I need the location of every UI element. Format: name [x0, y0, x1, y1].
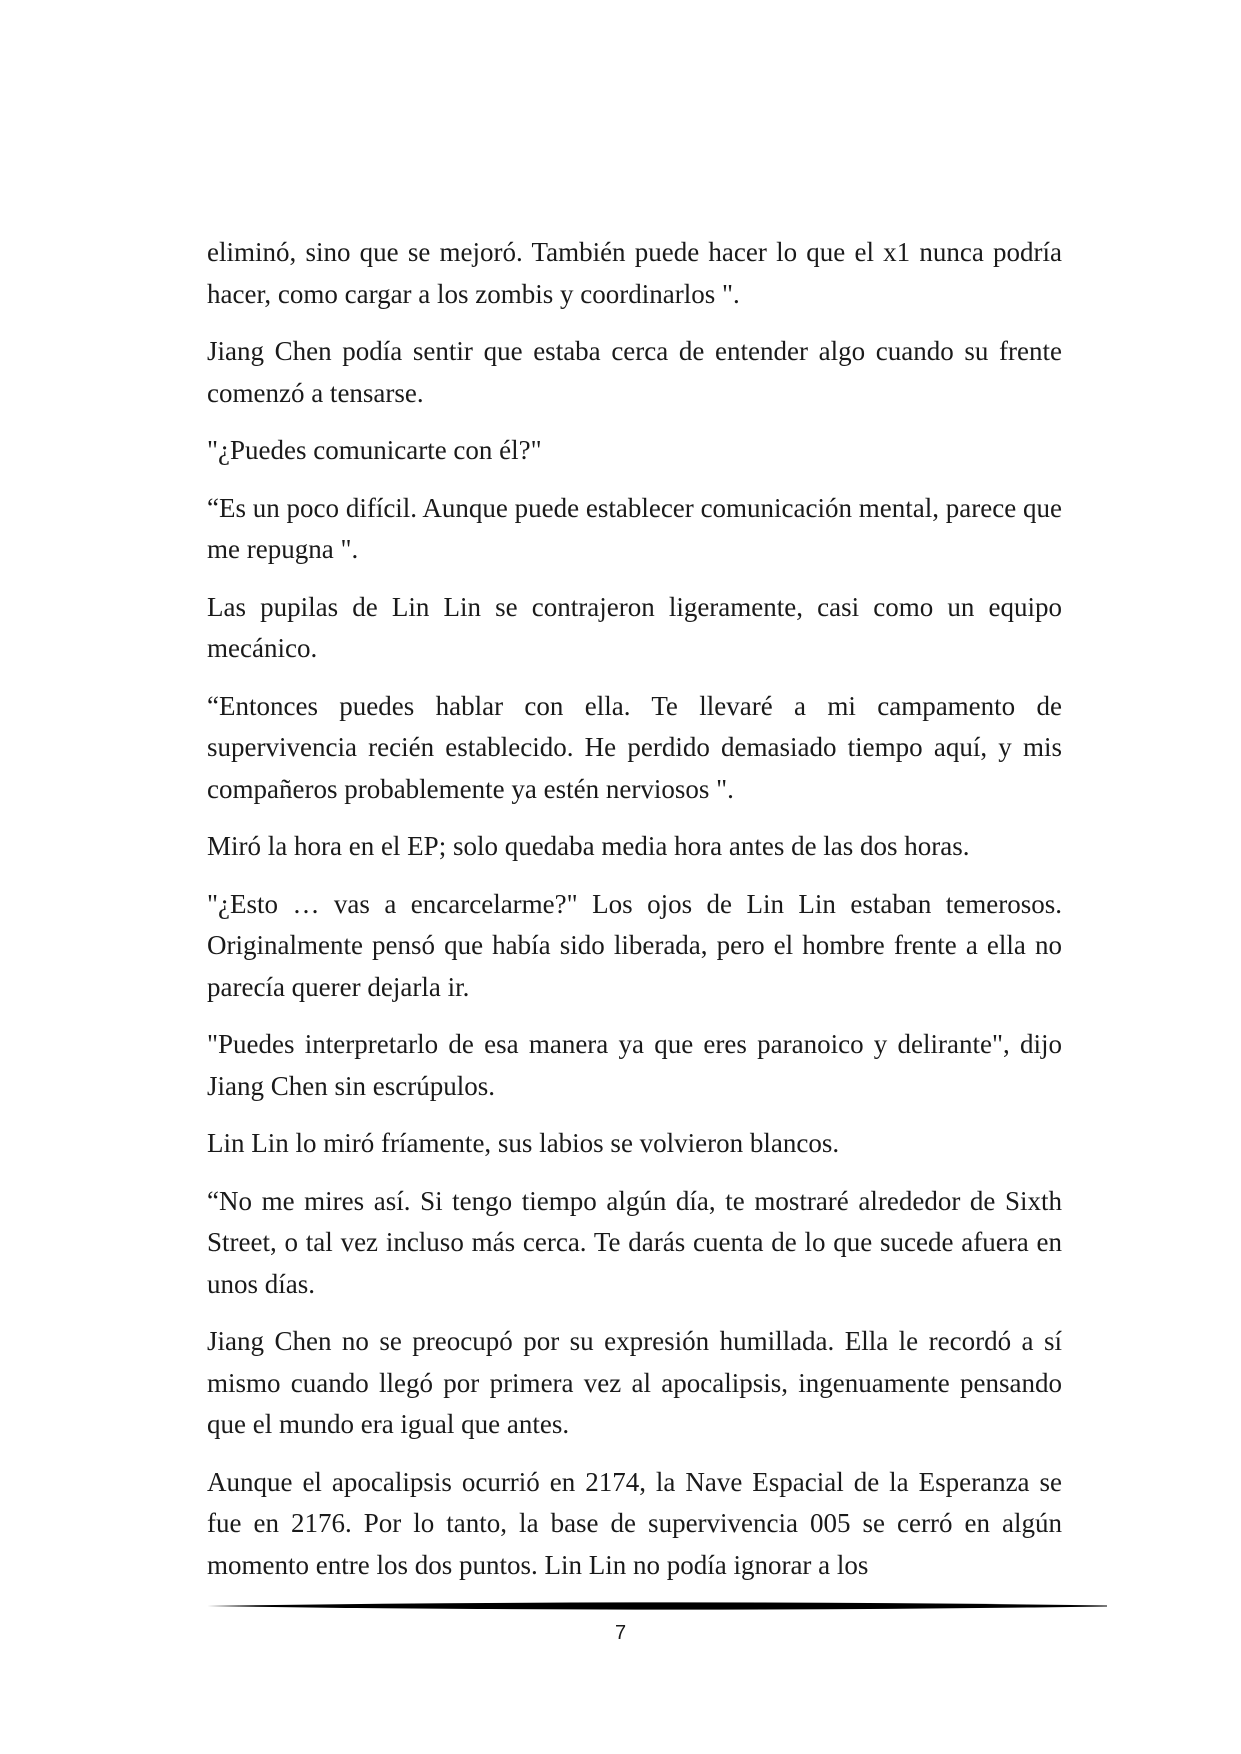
paragraph-9: "Puedes interpretarlo de esa manera ya que eres paranoico y delirante", dijo Jiang Chen sin escrúpulos.: [207, 1029, 1062, 1101]
paragraph-12: Jiang Chen no se preocupó por su expresión humillada. Ella le recordó a sí mismo cuando llegó por primera vez al apocalipsis, ingenuamente pensando que el mundo era igual que antes.: [207, 1326, 1062, 1439]
body-text: [207, 232, 1062, 1602]
paragraph-6: “Entonces puedes hablar con ella. Te llevaré a mi campamento de supervivencia recién establecido. He perdido demasiado tiempo aquí, y mis compañeros probablemente ya estén nerviosos ".: [207, 690, 1062, 804]
paragraph-2: Jiang Chen podía sentir que estaba cerca de entender algo cuando su frente comenzó a tensarse.: [207, 336, 1062, 408]
paragraph-4: “Es un poco difícil. Aunque puede establecer comunicación mental, parece que me repugna ".: [207, 492, 1062, 564]
paragraph-3: "¿Puedes comunicarte con él?": [207, 435, 542, 465]
paragraph-1: eliminó, sino que se mejoró. También puede hacer lo que el x1 nunca podría hacer, como cargar a los zombis y coordinarlos ".: [207, 237, 1062, 309]
paragraph-7: Miró la hora en el EP; solo quedaba media hora antes de las dos horas.: [207, 831, 970, 861]
paragraph-11: “No me mires así. Si tengo tiempo algún día, te mostraré alrededor de Sixth Street, o tal vez incluso más cerca. Te darás cuenta de lo que sucede afuera en unos días.: [207, 1185, 1062, 1299]
paragraph-8: "¿Esto … vas a encarcelarme?" Los ojos de Lin Lin estaban temerosos. Originalmente pensó que había sido liberada, pero el hombre frente a ella no parecía querer dejarla ir.: [207, 888, 1062, 1002]
paragraph-5: Las pupilas de Lin Lin se contrajeron ligeramente, casi como un equipo mecánico.: [207, 591, 1062, 663]
page-number: 7: [614, 1622, 627, 1644]
footer-rule: [207, 1600, 1107, 1612]
paragraph-13: Aunque el apocalipsis ocurrió en 2174, la Nave Espacial de la Esperanza se fue en 2176. Por lo tanto, la base de supervivencia 005 se cerró en algún momento entre los dos puntos. Lin Lin no podía ignorar a los: [207, 1466, 1062, 1580]
paragraph-10: Lin Lin lo miró fríamente, sus labios se volvieron blancos.: [207, 1128, 840, 1158]
